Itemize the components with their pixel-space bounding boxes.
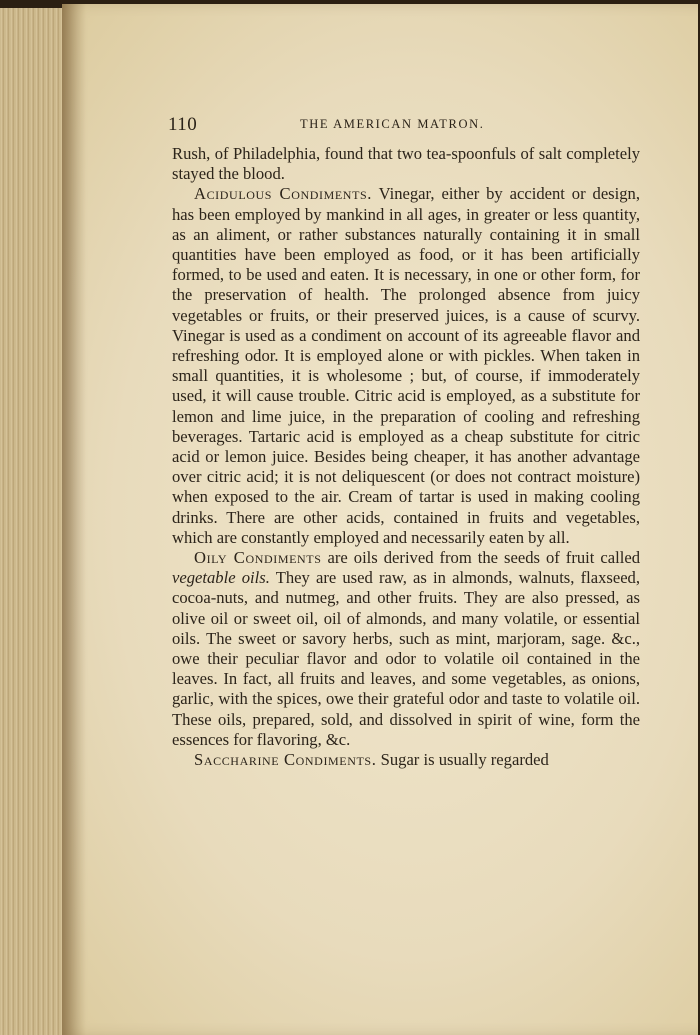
page-header bbox=[168, 114, 498, 138]
body-text bbox=[172, 144, 640, 770]
paragraph-acidulous bbox=[172, 184, 640, 548]
section-lead-oily: Oily Condiments bbox=[194, 548, 322, 568]
section-lead-saccharine: Saccharine Condiments. bbox=[194, 750, 377, 770]
section-lead-acidulous: Acidulous Condiments. bbox=[194, 184, 373, 204]
paragraph-text: They are used raw, as in almonds, walnuts, flaxseed, cocoa-nuts, and nutmeg, and other fruits. They are also pressed, as olive oil or sweet oil, oil of almonds, and many volatile, or essential oils. The sweet or savory herbs, such as mint, marjoram, sage. &c., owe their peculiar flavor and odor to volatile oil contained in the leaves. In fact, all fruits and leaves, and some vegetables, as onions, garlic, with the spices, owe their grateful odor and taste to volatile oil. These oils, prepared, sold, and dissolved in spirit of wine, form the essences for flavoring, &c. bbox=[172, 568, 641, 749]
paragraph-text: Sugar is usually regarded bbox=[376, 750, 549, 770]
paragraph-oily bbox=[172, 548, 640, 750]
paragraph-text: Rush, of Philadelphia, found that two tea-spoonfuls of salt completely stayed the blood. bbox=[172, 144, 640, 184]
paragraph-continuation bbox=[172, 144, 640, 184]
page-edges bbox=[0, 8, 64, 1035]
italic-term: vegetable oils. bbox=[172, 568, 270, 588]
gutter-shadow bbox=[62, 4, 86, 1035]
paragraph-text: Vinegar, either by accident or design, has been employed by mankind in all ages, in greater or less quantity, as an aliment, or rather substances naturally containing it in small quantities have been employed as food, or it has been artificially formed, to be used and eaten. It is necessary, in one or other form, for the preservation of health. The prolonged absence from juicy vegetables or fruits, or their preserved juices, is a cause of scurvy. Vinegar is used as a condiment on account of its agreeable flavor and refreshing odor. It is employed alone or with pickles. When taken in small quantities, it is wholesome ; but, of course, if immoderately used, it will cause trouble. Citric acid is employed, as a substitute for lemon and lime juice, in the preparation of cooling and refreshing beverages. Tartaric acid is employed as a cheap substitute for citric acid or lemon juice. Besides being cheaper, it has another advantage over citric acid; it is not deliquescent (or does not contract moisture) when exposed to the air. Cream of tartar is used in making cooling drinks. There are other acids, contained in fruits and vegetables, which are constantly employed and necessarily eaten by all. bbox=[172, 184, 640, 547]
paragraph-saccharine bbox=[172, 750, 640, 770]
running-head: THE AMERICAN MATRON. bbox=[300, 117, 485, 131]
page-number: 110 bbox=[168, 114, 198, 135]
paragraph-text-before-italic: are oils derived from the seeds of fruit called bbox=[321, 548, 640, 568]
